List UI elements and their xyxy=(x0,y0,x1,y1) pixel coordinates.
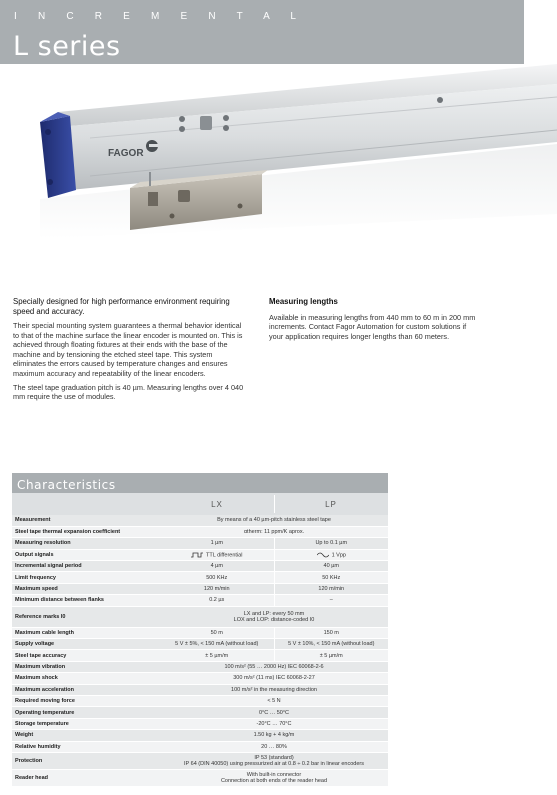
row-value-lx xyxy=(160,549,274,560)
row-value: 100 m/s² (55 … 2000 Hz) IEC 60068-2-6 xyxy=(160,661,388,672)
row-label: Operating temperature xyxy=(12,707,160,718)
row-label: Maximum vibration xyxy=(12,661,160,672)
row-value: 300 m/s² (11 ms) IEC 60068-2-27 xyxy=(160,673,388,684)
row-label: Reader head xyxy=(12,769,160,786)
intro-lead: Specially designed for high performance environment requiring speed and accuracy. xyxy=(13,297,230,316)
header-band xyxy=(0,0,524,64)
row-label: Supply voltage xyxy=(12,639,160,650)
row-label: Required moving force xyxy=(12,695,160,706)
spec-table xyxy=(12,515,388,787)
table-row xyxy=(12,673,388,684)
row-value-lx: 4 µm xyxy=(160,561,274,572)
row-value xyxy=(160,606,388,627)
table-row xyxy=(12,718,388,729)
row-label: Protection xyxy=(12,752,160,769)
table-row xyxy=(12,730,388,741)
row-value: αtherm: 11 ppm/K aprox. xyxy=(160,526,388,537)
row-value-lp: 50 KHz xyxy=(274,572,388,583)
table-row xyxy=(12,561,388,572)
row-value xyxy=(160,769,388,786)
table-row xyxy=(12,650,388,661)
row-value-lp: 120 m/min xyxy=(274,583,388,594)
row-value xyxy=(160,752,388,769)
row-label: Steel tape thermal expansion coefficient xyxy=(12,526,160,537)
row-label: Maximum acceleration xyxy=(12,684,160,695)
row-value-lp xyxy=(274,549,388,560)
row-value-lx: 50 m xyxy=(160,627,274,638)
table-row xyxy=(12,515,388,526)
output-lp-text: 1 Vpp xyxy=(331,552,346,559)
row-label: Limit frequency xyxy=(12,572,160,583)
table-row xyxy=(12,752,388,769)
protection-line-1: IP 53 (standard) xyxy=(254,754,294,761)
table-row xyxy=(12,684,388,695)
row-value-lx: 5 V ± 5%, < 150 mA (without load) xyxy=(160,639,274,650)
table-row xyxy=(12,606,388,627)
table-row xyxy=(12,572,388,583)
row-value-lp: 150 m xyxy=(274,627,388,638)
column-header-lp: LP xyxy=(325,500,337,509)
row-value: 20 … 80% xyxy=(160,741,388,752)
page-title: L series xyxy=(13,31,121,62)
table-row xyxy=(12,769,388,786)
readhead-line-2: Connection at both ends of the reader head xyxy=(220,777,328,784)
row-label: Output signals xyxy=(12,549,160,560)
row-value-lp: 40 µm xyxy=(274,561,388,572)
table-row xyxy=(12,639,388,650)
row-label: Relative humidity xyxy=(12,741,160,752)
row-value: By means of a 40 µm-pitch stainless steel tape xyxy=(160,515,388,526)
row-label: Maximum cable length xyxy=(12,627,160,638)
column-header-lx: LX xyxy=(211,500,223,509)
table-row xyxy=(12,583,388,594)
protection-line-2: IP 64 (DIN 40050) using pressurized air at 0.8 ÷ 0.2 bar in linear encoders xyxy=(184,760,364,767)
row-label: Weight xyxy=(12,730,160,741)
table-row xyxy=(12,538,388,549)
row-value-lx: 0.2 µs xyxy=(160,595,274,606)
table-row xyxy=(12,707,388,718)
row-label: Measurement xyxy=(12,515,160,526)
row-label: Reference marks I0 xyxy=(12,606,160,627)
intro-column xyxy=(13,297,245,406)
row-value-lx: ± 5 µm/m xyxy=(160,650,274,661)
table-title: Characteristics xyxy=(12,473,388,493)
table-row xyxy=(12,695,388,706)
row-value-lp: Up to 0.1 µm xyxy=(274,538,388,549)
row-label: Measuring resolution xyxy=(12,538,160,549)
row-value: < 5 N xyxy=(160,695,388,706)
row-value: -20°C … 70°C xyxy=(160,718,388,729)
measuring-text: Available in measuring lengths from 440 mm to 60 m in 200 mm increments. Contact Fagor Automation for custom solutions if your application requires longer lengths than 60 meters. xyxy=(269,312,476,341)
characteristics-table xyxy=(12,473,388,787)
row-label: Maximum speed xyxy=(12,583,160,594)
table-row xyxy=(12,627,388,638)
measuring-heading: Measuring lengths xyxy=(269,297,338,306)
row-label: Maximum shock xyxy=(12,673,160,684)
square-wave-icon xyxy=(191,552,203,558)
row-label: Minimum distance between flanks xyxy=(12,595,160,606)
row-label: Storage temperature xyxy=(12,718,160,729)
row-value-lp: – xyxy=(274,595,388,606)
row-label: Incremental signal period xyxy=(12,561,160,572)
table-row xyxy=(12,549,388,560)
readhead-line-1: With built-in connector xyxy=(246,771,302,778)
row-value-lx: 120 m/min xyxy=(160,583,274,594)
brand-logo: FAGOR xyxy=(108,148,144,159)
table-row xyxy=(12,595,388,606)
sine-wave-icon xyxy=(317,552,329,558)
table-row xyxy=(12,661,388,672)
measuring-column xyxy=(269,297,481,345)
row-value-lp: 5 V ± 10%, < 150 mA (without load) xyxy=(274,639,388,650)
refmarks-line-2: LOX and LOP: distance-coded I0 xyxy=(233,616,315,623)
row-value-lp: ± 5 µm/m xyxy=(274,650,388,661)
refmarks-line-1: LX and LP: every 50 mm xyxy=(243,610,305,617)
table-row xyxy=(12,741,388,752)
output-lx-text: TTL differential xyxy=(206,552,243,559)
intro-paragraph-1: Their special mounting system guarantees a thermal behavior identical to that of the machine surface the linear encoder is mounted on. This is achieved through floating fixtures at their ends with the base of the machine and by tensioning the etched steel tape. This system eliminates the errors caused by temperature changes and ensures maximum accuracy and repeatability of the linear encoders. xyxy=(13,321,243,378)
table-header xyxy=(12,493,388,515)
row-value-lx: 500 KHz xyxy=(160,572,274,583)
table-row xyxy=(12,526,388,537)
row-value: 0°C … 50°C xyxy=(160,707,388,718)
row-value: 1.50 kg + 4 kg/m xyxy=(160,730,388,741)
intro-paragraph-2: The steel tape graduation pitch is 40 µm. Measuring lengths over 4 040 mm require the use of modules. xyxy=(13,382,244,402)
linear-encoder-image xyxy=(0,64,557,274)
row-label: Steel tape accuracy xyxy=(12,650,160,661)
row-value-lx: 1 µm xyxy=(160,538,274,549)
section-kicker: I N C R E M E N T A L xyxy=(14,11,306,22)
row-value: 100 m/s² in the measuring direction xyxy=(160,684,388,695)
